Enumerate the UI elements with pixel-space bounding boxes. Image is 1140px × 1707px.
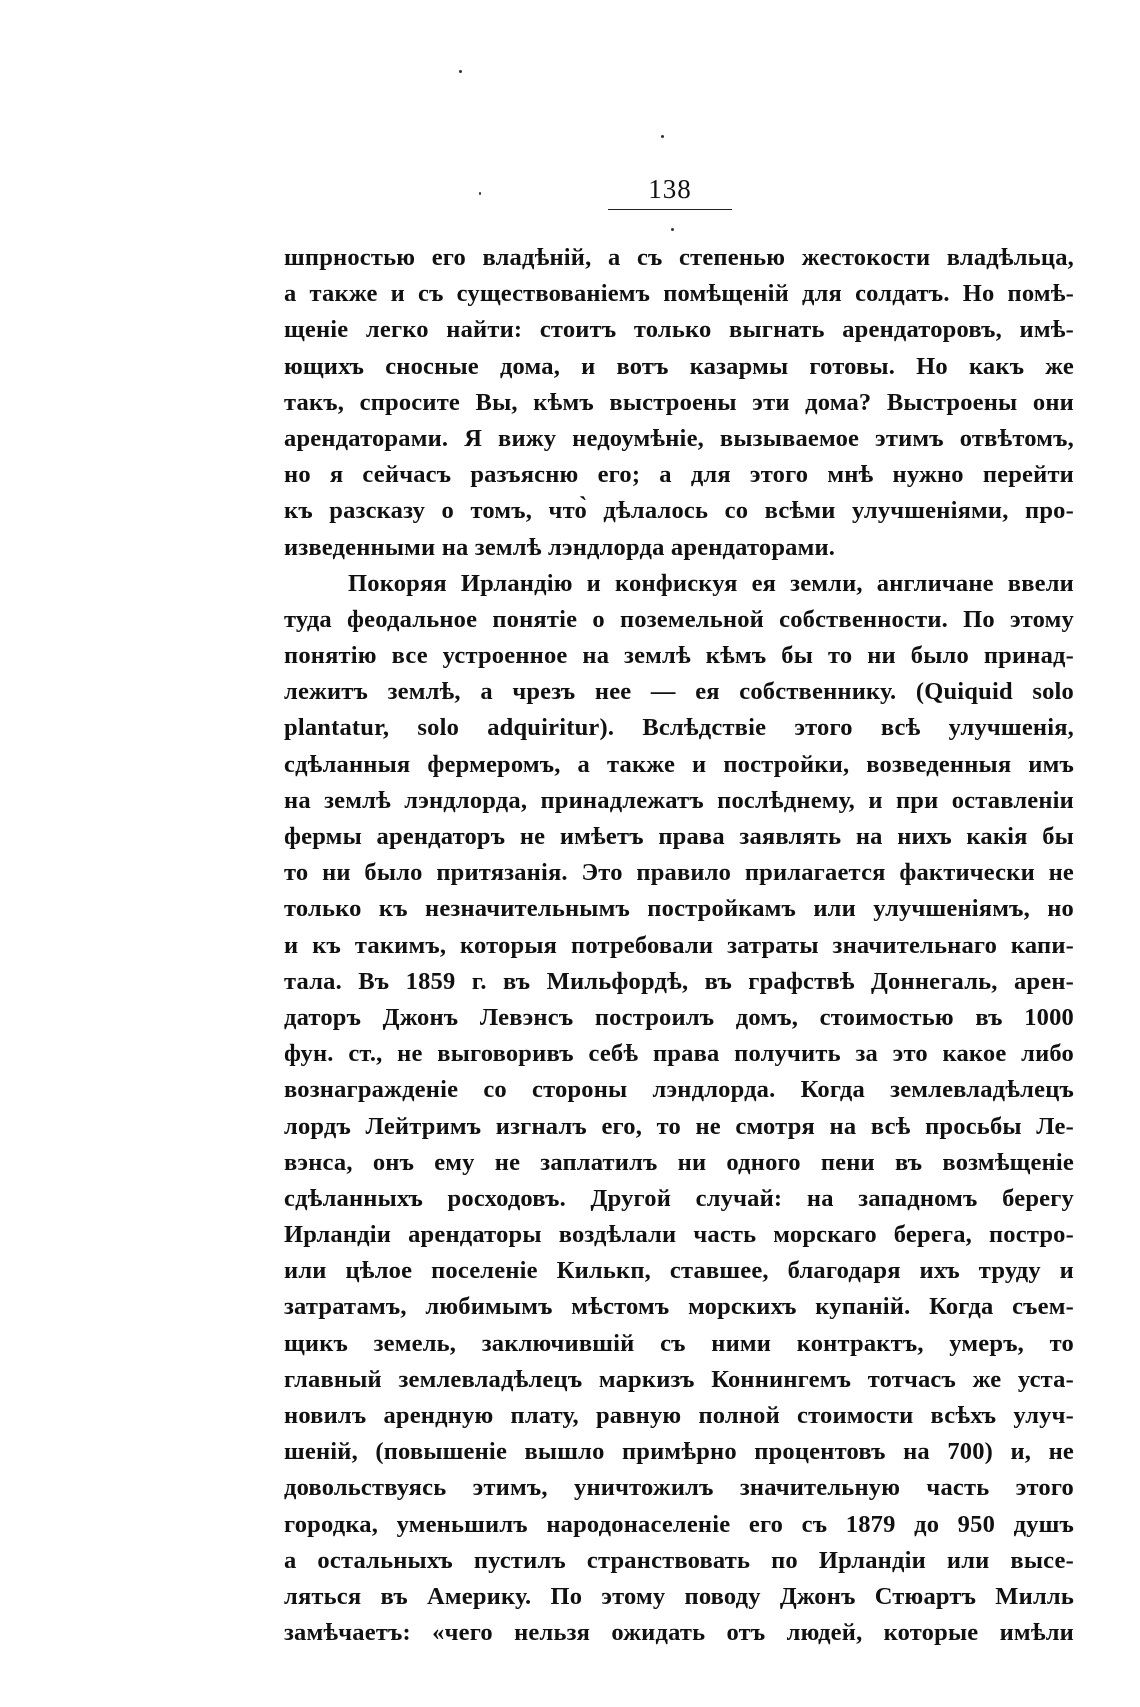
text-line: или цѣлое поселеніе Килькп, ставшее, благодаря ихъ труду и — [284, 1257, 1074, 1285]
paragraph-1 — [284, 240, 1074, 566]
text-line: сдѣланныхъ росходовъ. Другой случай: на западномъ берегу — [284, 1184, 1074, 1212]
text-line: такъ, спросите Вы, кѣмъ выстроены эти дома? Выстроены они — [284, 388, 1074, 416]
text-line: вознагражденіе со стороны лэндлорда. Когда землевладѣлецъ — [284, 1076, 1074, 1104]
print-speck — [661, 135, 664, 138]
text-line: даторъ Джонъ Левэнсъ построилъ домъ, стоимостью въ 1000 — [284, 1003, 1074, 1031]
print-speck — [459, 70, 462, 73]
text-line: Ирландіи арендаторы воздѣлали часть морскаго берега, постро- — [284, 1221, 1074, 1249]
text-line: щикъ земель, заключившій съ ними контрактъ, умеръ, то — [284, 1329, 1074, 1357]
paragraph-2 — [284, 566, 1074, 1652]
text-line: фун. ст., не выговоривъ себѣ права получить за это какое либо — [284, 1040, 1074, 1068]
text-line: щеніе легко найти: стоитъ только выгнать арендаторовъ, имѣ- — [284, 316, 1074, 344]
text-line: лежитъ землѣ, а чрезъ нее — ея собственнику. (Quiquid solo — [284, 678, 1074, 706]
text-line: затратамъ, любимымъ мѣстомъ морскихъ купаній. Когда съем- — [284, 1293, 1074, 1321]
text-line: и къ такимъ, которыя потребовали затраты значительнаго капи- — [284, 931, 1074, 959]
page-number-rule — [608, 209, 732, 210]
text-line: шпрностью его владѣній, а съ степенью жестокости владѣльца, — [284, 244, 1074, 271]
text-line: а также и съ существованіемъ помѣщеній для солдатъ. Но помѣ- — [284, 280, 1074, 308]
text-line: на землѣ лэндлорда, принадлежатъ послѣднему, и при оставленіи — [284, 786, 1074, 814]
text-line: замѣчаетъ: «чего нельзя ожидать отъ людей, которые имѣли — [284, 1619, 1074, 1647]
text-line: шеній, (повышеніе вышло примѣрно процентовъ на 700) и, не — [284, 1438, 1074, 1466]
print-speck — [479, 192, 481, 195]
text-line: лордъ Лейтримъ изгналъ его, то не смотря на всѣ просьбы Ле- — [284, 1112, 1074, 1140]
text-line: то ни было притязанія. Это правило прилагается фактически не — [284, 859, 1074, 887]
text-line: а остальныхъ пустилъ странствовать по Ирландіи или высе- — [284, 1546, 1074, 1574]
text-line: plantatur, solo adquiritur). Вслѣдствіе этого всѣ улучшенія, — [284, 714, 1074, 742]
text-line: понятію все устроенное на землѣ кѣмъ бы то ни было принад- — [284, 642, 1074, 670]
body-text — [284, 240, 1074, 1651]
text-line: новилъ арендную плату, равную полной стоимости всѣхъ улуч- — [284, 1402, 1074, 1429]
text-line: вэнса, онъ ему не заплатилъ ни одного пени въ возмѣщеніе — [284, 1148, 1074, 1176]
page-number: 138 — [648, 174, 692, 204]
text-line: ющихъ сносные дома, и вотъ казармы готовы. Но какъ же — [284, 352, 1074, 380]
text-line: ляться въ Америку. По этому поводу Джонъ Стюартъ Милль — [284, 1582, 1074, 1610]
text-line: довольствуясь этимъ, уничтожилъ значительную часть этого — [284, 1474, 1074, 1502]
text-line: тала. Въ 1859 г. въ Мильфордѣ, въ графствѣ Доннегаль, арен- — [284, 967, 1074, 995]
text-line: городка, уменьшилъ народонаселеніе его съ 1879 до 950 душъ — [284, 1510, 1074, 1538]
text-line: къ разсказу о томъ, что̀ дѣлалось со всѣми улучшеніями, про- — [284, 497, 1074, 525]
text-line: только къ незначительнымъ постройкамъ или улучшеніямъ, но — [284, 895, 1074, 923]
print-speck — [671, 228, 674, 231]
text-line: сдѣланныя фермеромъ, а также и постройки, возведенныя имъ — [284, 750, 1074, 778]
text-line: изведенными на землѣ лэндлорда арендаторами. — [284, 533, 836, 561]
text-line: главный землевладѣлецъ маркизъ Коннингемъ тотчасъ же уста- — [284, 1365, 1074, 1393]
text-line: но я сейчасъ разъясню его; а для этого мнѣ нужно перейти — [284, 461, 1074, 489]
text-line: арендаторами. Я вижу недоумѣніе, вызываемое этимъ отвѣтомъ, — [284, 424, 1074, 452]
text-line: туда феодальное понятіе о поземельной собственности. По этому — [284, 605, 1074, 633]
text-line: фермы арендаторъ не имѣетъ права заявлять на нихъ какія бы — [284, 823, 1074, 850]
text-line: Покоряя Ирландію и конфискуя ея земли, англичане ввели — [348, 569, 1074, 597]
